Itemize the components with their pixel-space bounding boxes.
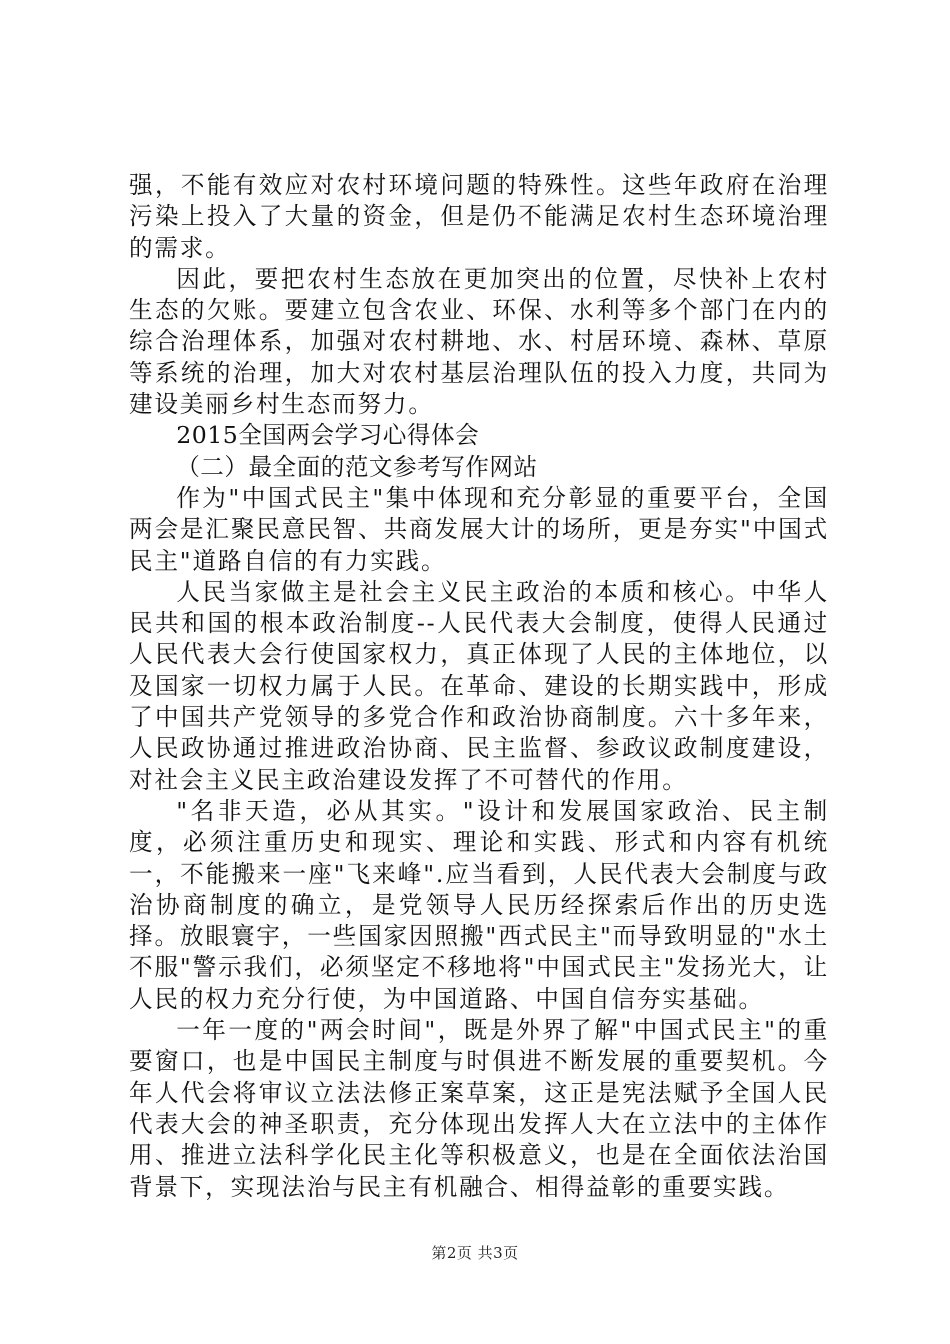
paragraph-two-sessions: 作为"中国式民主"集中体现和充分彰显的重要平台，全国两会是汇聚民意民智、共商发展大计的场所，更是夯实"中国式民主"道路自信的有力实践。 [129, 483, 829, 575]
paragraph-rural-ecology: 因此，要把农村生态放在更加突出的位置，尽快补上农村生态的欠账。要建立包含农业、环保、水利等多个部门在内的综合治理体系，加强对农村耕地、水、村居环境、森林、草原等系统的治理，加大对农村基层治理队伍的投入力度，共同为建设美丽乡村生态而努力。 [129, 264, 829, 419]
paragraph-continuation: 强，不能有效应对农村环境问题的特殊性。这些年政府在治理污染上投入了大量的资金，但是仍不能满足农村生态环境治理的需求。 [129, 171, 829, 262]
paragraph-annual-sessions: 一年一度的"两会时间"，既是外界了解"中国式民主"的重要窗口，也是中国民主制度与时俱进不断发展的重要契机。今年人代会将审议立法法修正案草案，这正是宪法赋予全国人民代表大会的神圣职责，充分体现出发挥人大在立法中的主体作用、推进立法科学化民主化等积极意义，也是在全面依法治国背景下，实现法治与民主有机融合、相得益彰的重要实践。 [129, 1016, 829, 1201]
paragraph-people-masters: 人民当家做主是社会主义民主政治的本质和核心。中华人民共和国的根本政治制度--人民代表大会制度，使得人民通过人民代表大会行使国家权力，真正体现了人民的主体地位，以及国家一切权力属于人民。在革命、建设的长期实践中，形成了中国共产党领导的多党合作和政治协商制度。六十多年来，人民政协通过推进政治协商、民主监督、参政议政制度建设，对社会主义民主政治建设发挥了不可替代的作用。 [129, 577, 829, 794]
document-body [129, 170, 829, 1203]
paragraph-name-reality: "名非天造，必从其实。"设计和发展国家政治、民主制度，必须注重历史和现实、理论和实践、形式和内容有机统一，不能搬来一座"飞来峰".应当看到，人民代表大会制度与政治协商制度的确立，是党领导人民历经探索后作出的历史选择。放眼寰宇，一些国家因照搬"西式民主"而导致明显的"水土不服"警示我们，必须坚定不移地将"中国式民主"发扬光大，让人民的权力充分行使，为中国道路、中国自信夯实基础。 [129, 796, 829, 1013]
section-title: 2015全国两会学习心得体会 [176, 421, 480, 450]
section-subtitle: （二）最全面的范文参考写作网站 [176, 452, 538, 481]
page-number: 第2页 共3页 [431, 1244, 519, 1262]
